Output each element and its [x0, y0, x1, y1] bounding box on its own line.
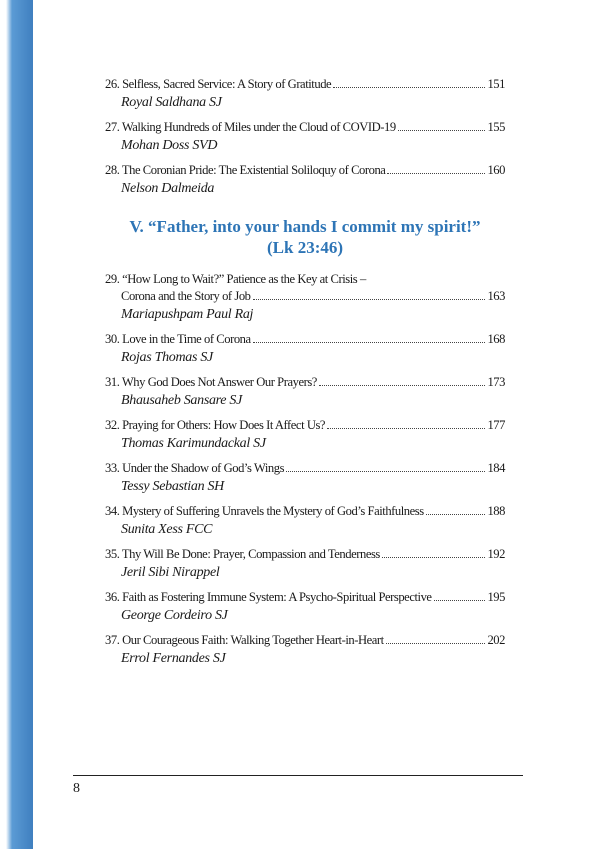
dot-leader	[286, 471, 485, 472]
entry-author: Tessy Sebastian SH	[121, 479, 224, 494]
entry-title: 35. Thy Will Be Done: Prayer, Compassion and Tenderness	[105, 547, 380, 561]
dot-leader	[398, 130, 486, 131]
entry-title: 31. Why God Does Not Answer Our Prayers?	[105, 375, 317, 389]
dot-leader	[253, 299, 486, 300]
entry-author: Bhausaheb Sansare SJ	[121, 393, 243, 408]
entry-page: 202	[487, 633, 505, 647]
toc-entry-33[interactable]	[105, 460, 505, 496]
entry-title: 26. Selfless, Sacred Service: A Story of Gratitude	[105, 77, 332, 91]
section-heading-line1: V. “Father, into your hands I commit my spirit!”	[129, 217, 481, 236]
entry-title: 36. Faith as Fostering Immune System: A Psycho-Spiritual Perspective	[105, 590, 432, 604]
entry-page: 177	[487, 418, 505, 432]
entry-page: 184	[487, 461, 505, 475]
toc-entry-35[interactable]	[105, 546, 505, 582]
entry-author: Rojas Thomas SJ	[121, 350, 213, 365]
entry-author: Errol Fernandes SJ	[121, 651, 226, 666]
dot-leader	[434, 600, 486, 601]
entry-title-line2: Corona and the Story of Job	[121, 289, 251, 303]
dot-leader	[382, 557, 486, 558]
entry-author: Nelson Dalmeida	[121, 181, 215, 196]
dot-leader	[426, 514, 486, 515]
toc-entry-32[interactable]	[105, 417, 505, 453]
dot-leader	[333, 87, 485, 88]
entry-author: Mohan Doss SVD	[121, 138, 218, 153]
entry-page: 195	[487, 590, 505, 604]
entry-author: George Cordeiro SJ	[121, 608, 228, 623]
entry-title: 28. The Coronian Pride: The Existential Soliloquy of Corona	[105, 163, 386, 177]
entry-title: 27. Walking Hundreds of Miles under the Cloud of COVID-19	[105, 120, 396, 134]
page-edge-bar	[0, 0, 33, 849]
toc-entry-37[interactable]	[105, 632, 505, 668]
entry-page: 173	[487, 375, 505, 389]
entry-author: Mariapushpam Paul Raj	[121, 307, 254, 322]
dot-leader	[327, 428, 485, 429]
dot-leader	[387, 173, 485, 174]
entry-title-line1: 29. “How Long to Wait?” Patience as the Key at Crisis –	[105, 272, 366, 286]
dot-leader	[319, 385, 486, 386]
entry-title: 34. Mystery of Suffering Unravels the Mystery of God’s Faithfulness	[105, 504, 424, 518]
entry-page: 188	[487, 504, 505, 518]
table-of-contents	[105, 76, 505, 675]
entry-page: 151	[487, 77, 505, 91]
toc-entry-34[interactable]	[105, 503, 505, 539]
section-heading	[105, 216, 505, 258]
entry-page: 160	[487, 163, 505, 177]
entry-title: 33. Under the Shadow of God’s Wings	[105, 461, 285, 475]
toc-entry-27[interactable]	[105, 119, 505, 155]
entry-title: 37. Our Courageous Faith: Walking Together Heart-in-Heart	[105, 633, 384, 647]
entry-author: Jeril Sibi Nirappel	[121, 565, 220, 580]
entry-author: Sunita Xess FCC	[121, 522, 213, 537]
entry-author: Royal Saldhana SJ	[121, 95, 222, 110]
entry-page: 192	[487, 547, 505, 561]
toc-entry-29[interactable]	[105, 271, 505, 324]
entry-title: 32. Praying for Others: How Does It Affect Us?	[105, 418, 326, 432]
page-number: 8	[73, 781, 80, 796]
toc-entry-36[interactable]	[105, 589, 505, 625]
entry-page: 163	[487, 289, 505, 303]
toc-entry-28[interactable]	[105, 162, 505, 198]
entry-page: 168	[487, 332, 505, 346]
toc-entry-31[interactable]	[105, 374, 505, 410]
toc-entry-30[interactable]	[105, 331, 505, 367]
entry-page: 155	[487, 120, 505, 134]
dot-leader	[386, 643, 486, 644]
section-heading-line2: (Lk 23:46)	[266, 238, 344, 257]
toc-entry-26[interactable]	[105, 76, 505, 112]
footer-rule	[73, 775, 523, 776]
entry-author: Thomas Karimundackal SJ	[121, 436, 266, 451]
dot-leader	[253, 342, 486, 343]
entry-title: 30. Love in the Time of Corona	[105, 332, 251, 346]
